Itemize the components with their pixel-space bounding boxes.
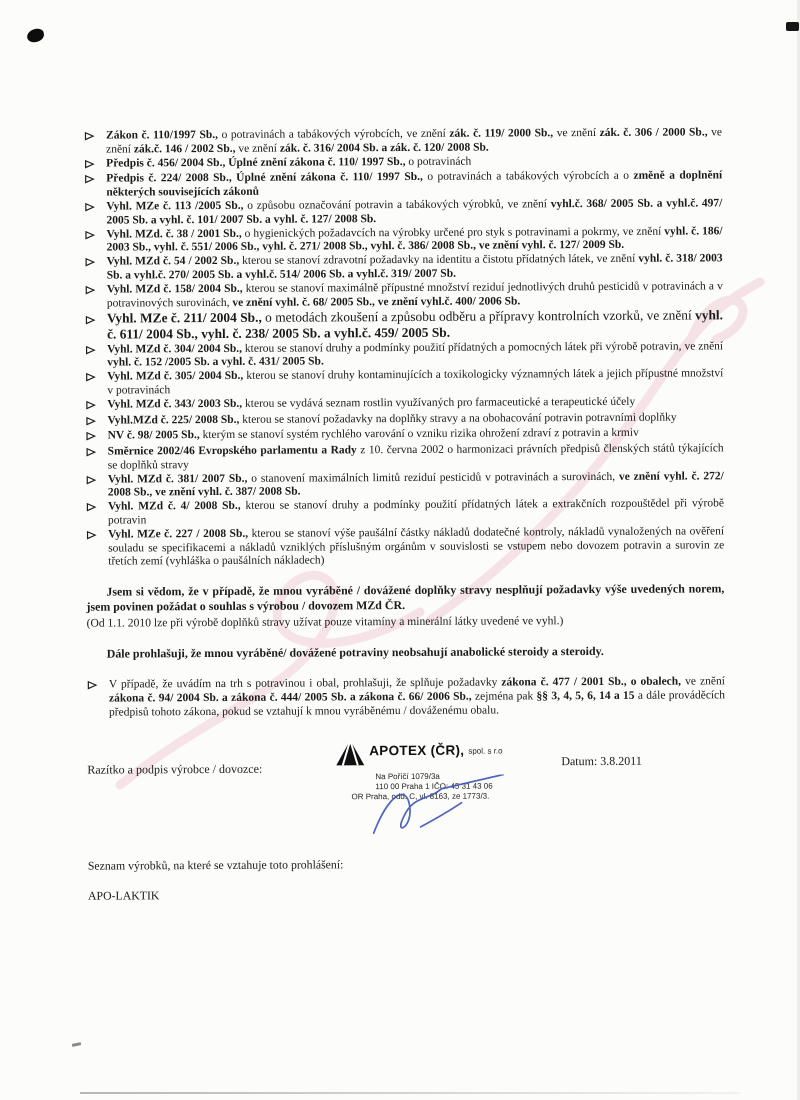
bullet-arrow-icon — [86, 528, 99, 569]
text-segment: vyhl.č. 368/ 2005 Sb. a vyhl.č. 497/ 2005 Sb. a vyhl. č. 101/ 2007 Sb. a vyhl. č. 127/ 2008 Sb. — [106, 197, 723, 227]
text-segment: kterou se stanoví zdravotní požadavky na identitu a čistotu přídatných látek, ve znění — [239, 252, 639, 268]
text-segment: o stanovení maximálních limitů reziduí pesticidů v potravinách a surovinách, — [247, 470, 619, 485]
text-segment: ve znění — [553, 126, 600, 140]
regulation-text — [107, 280, 723, 311]
text-segment: zejména pak — [471, 690, 537, 703]
text-segment: NV č. 98/ 2005 Sb., — [107, 429, 200, 442]
packaging-clause-text — [109, 676, 725, 721]
bullet-arrow-icon — [85, 398, 98, 414]
text-segment: z 10. června 2002 o harmonizaci právních předpisů členských států týkajících se doplňků stravy — [107, 442, 724, 472]
bullet-arrow-icon — [85, 371, 98, 399]
document-content — [84, 126, 726, 903]
regulation-item — [86, 442, 724, 473]
regulation-item — [85, 367, 723, 398]
text-segment: o způsobu označování potravin a tabákových výrobků, ve znění — [243, 198, 551, 212]
text-segment: vyhl. č. 318/ 2003 Sb. a vyhl.č. 270/ 2005 Sb. a vyhl.č. 514/ 2006 Sb. a vyhl.č. 319/ 2007 Sb. — [106, 252, 723, 282]
regulation-text — [107, 308, 723, 343]
stamp-address-line-1: Na Poříčí 1079/3a — [375, 771, 440, 781]
text-segment: Předpis č. 456/ 2004 Sb., Úplné znění zákona č. 110/ 1997 Sb., — [106, 155, 406, 170]
text-segment: Vyhl. MZe č. 211/ 2004 Sb., — [106, 310, 262, 326]
regulation-item — [85, 308, 723, 343]
text-segment: Vyhl. MZd č. 54 / 2002 Sb., — [106, 255, 240, 268]
apotex-logo-icon — [335, 739, 365, 771]
text-segment: §§ 3, 4, 5, 6, 14 a 15 — [536, 689, 635, 703]
text-segment: kterou se vydává seznam rostlin využívaných pro farmaceutické a terapeutické účely — [242, 395, 636, 410]
stamp-company-type: spol. s r.o — [468, 746, 503, 756]
packaging-clause — [87, 676, 725, 721]
text-segment: o potravinách a tabákových výrobcích, ve znění — [217, 127, 450, 141]
regulation-item — [86, 498, 724, 529]
text-segment: ve znění — [235, 142, 280, 155]
text-segment: zák.č. 146 / 2002 Sb., — [133, 142, 236, 156]
text-segment: kterým se stanoví systém rychlého varování o vzniku rizika ohrožení zdraví z potravin a krmiv — [199, 427, 639, 442]
regulation-item — [84, 197, 722, 228]
bullet-arrow-icon — [87, 679, 100, 720]
text-segment: ve znění vyhl. č. 272/ 2008 Sb., ve znění vyhl. č. 387/ 2008 Sb. — [107, 470, 724, 500]
text-segment: zák. č. 316/ 2004 Sb. a zák. č. 120/ 2008 Sb. — [279, 141, 489, 155]
text-segment: o metodách zkoušení a způsobu odběru a přípravy kontrolních vzorků, ve znění — [261, 307, 696, 326]
stamp-company-name: APOTEX (ČR), — [369, 742, 465, 758]
bullet-arrow-icon — [84, 157, 97, 173]
bullet-arrow-icon — [84, 228, 97, 256]
regulation-item — [85, 253, 723, 284]
bullet-arrow-icon — [86, 501, 99, 529]
regulation-text — [107, 253, 723, 284]
regulation-text — [106, 197, 722, 228]
company-stamp — [335, 738, 565, 803]
text-segment: kterou se stanoví druhy kontaminujících a toxikologicky významných látek a jejich přípustné množství v potravinách — [107, 367, 724, 397]
regulation-text — [106, 225, 722, 256]
bullet-arrow-icon — [84, 130, 97, 158]
regulation-item — [84, 126, 722, 157]
text-segment: o potravinách a tabákových výrobcích a o — [422, 170, 634, 184]
text-segment: V případě, že uvádím na trh s potravinou i obal, prohlašuji, že splňuje požadavky — [108, 676, 502, 691]
bullet-arrow-icon — [84, 173, 97, 201]
regulation-text — [108, 442, 724, 473]
text-segment: kterou se stanoví výše paušální částky nákladů dodatečné kontroly, nákladů vynaložených na ověření souladu se specifikacemi a nákladů vzniklých příslušným orgánům v souvislosti se vstupem nebo dovozem potravin a surovin ze třetích zemí (vyhláška o paušálních nákladech) — [108, 525, 725, 569]
bullet-arrow-icon — [86, 430, 99, 446]
text-segment: Vyhl. MZd č. 304/ 2004 Sb., — [107, 342, 243, 356]
regulation-text — [106, 170, 722, 201]
declaration-note: (Od 1.1. 2010 lze při výrobě doplňků stravy užívat pouze vitamíny a minerální látky uvedené ve vyhl.) — [86, 614, 564, 630]
text-segment: vyhl. č. 186/ 2003 Sb., vyhl. č. 551/ 2006 Sb., vyhl. č. 271/ 2008 Sb., vyhl. č. 386/ 2008 Sb., ve znění vyhl. č. 127/ 2009 Sb. — [106, 224, 723, 254]
text-segment: vyhl. č. 611/ 2004 Sb., vyhl. č. 238/ 2005 Sb. a vyhl.č. 459/ 2005 Sb. — [107, 307, 723, 342]
regulation-item — [84, 170, 722, 201]
text-segment: kterou se stanoví maximálně přípustné množství reziduí jednotlivých druhů pesticidů v potravinách a v potravinových surovinách, — [106, 280, 723, 310]
text-segment: kterou se stanoví druhy a podmínky použití přídatných látek a extrakčních rozpouštědel při výrobě potravin — [107, 497, 724, 527]
stamp-signature-label: Razítko a podpis výrobce / dovozce: — [87, 761, 263, 777]
text-segment: Vyhl. MZd č. 4/ 2008 Sb., — [107, 500, 241, 513]
declaration-norms: Jsem si vědom, že v případě, že mnou vyráběné / dovážené doplňky stravy nesplňují požadavky výše uvedených norem, jsem povinen požádat o souhlas s výrobou / dovozem MZd ČR. — [86, 581, 725, 614]
bullet-arrow-icon — [84, 201, 97, 229]
regulation-item — [85, 280, 723, 311]
text-segment: kterou se stanoví druhy a podmínky použití přídatných a pomocných látek při výrobě potravin, ve znění — [241, 339, 724, 355]
text-segment: Vyhl. MZd č. 305/ 2004 Sb., — [107, 369, 244, 383]
stamp-address-line-2: 110 00 Praha 1 IČO: 45 31 43 06 — [375, 781, 493, 792]
text-segment: o potravinách — [405, 155, 472, 168]
text-segment: Vyhl. MZd. č. 38 / 2001 Sb., — [106, 227, 242, 241]
text-segment: Vyhl. MZd č. 158/ 2004 Sb., — [106, 282, 243, 296]
text-segment: Směrnice 2002/46 Evropského parlamentu a Rady — [107, 444, 357, 458]
text-segment: Předpis č. 224/ 2008 Sb., Úplné znění zákona č. 110/ 1997 Sb., — [106, 171, 423, 185]
text-segment: ve znění — [106, 126, 723, 156]
bullet-arrow-icon — [85, 343, 98, 371]
text-segment: Vyhl. MZd č. 381/ 2007 Sb., — [107, 472, 248, 486]
text-segment: kterou se stanoví požadavky na doplňky stravy a na obohacování potravin potravními doplňky — [239, 411, 677, 426]
regulation-list — [84, 126, 724, 570]
text-segment: zák. č. 119/ 2000 Sb., — [449, 127, 554, 140]
bullet-arrow-icon — [85, 311, 98, 343]
declaration-steroids: Dále prohlašuji, že mnou vyráběné/ dovážené potraviny neobsahují anabolické steroidy a steroidy. — [106, 644, 604, 661]
text-segment: zák. č. 306 / 2000 Sb., — [599, 126, 708, 139]
regulation-text — [108, 525, 724, 570]
scan-artifact-dash — [72, 1042, 81, 1047]
regulation-text — [107, 340, 723, 371]
text-segment: vyhl. č. 152 /2005 Sb. a vyhl. č. 431/ 2005 Sb. — [107, 355, 324, 369]
bullet-arrow-icon — [85, 256, 98, 284]
stamp-registry-line: OR Praha, odd. C, vl. 8163, ze 1773/3. — [351, 791, 490, 802]
text-segment: zákona č. 477 / 2001 Sb., o obalech, — [501, 675, 682, 689]
regulation-text — [107, 367, 723, 398]
text-segment: změně a doplnění některých souvisejících zákonů — [106, 169, 723, 199]
bullet-arrow-icon — [85, 414, 98, 430]
regulation-item — [84, 225, 722, 256]
stamp-header — [335, 738, 565, 771]
bullet-arrow-icon — [85, 283, 98, 311]
text-segment: Vyhl. MZd č. 343/ 2003 Sb., — [107, 397, 243, 411]
bullet-arrow-icon — [86, 446, 99, 474]
scan-artifact-blot — [26, 28, 45, 43]
text-segment: a dále prováděcích předpisů tohoto zákona, pokud se vztahují k mnou vyráběnému / dováženému obalu. — [108, 689, 725, 719]
text-segment: Vyhl.MZd č. 225/ 2008 Sb., — [107, 413, 240, 427]
bullet-arrow-icon — [86, 473, 99, 501]
regulation-item — [86, 525, 724, 570]
text-segment: ve znění vyhl. č. 68/ 2005 Sb., ve znění vyhl.č. 400/ 2006 Sb. — [232, 294, 521, 309]
text-segment: Vyhl. MZe č. 113 /2005 Sb., — [106, 199, 244, 213]
text-segment: Vyhl. MZe č. 227 / 2008 Sb., — [108, 527, 249, 541]
text-segment: o hygienických požadavcích na výrobky určené pro styk s potravinami a pokrmy, ve znění — [241, 225, 665, 240]
product-list-heading: Seznam výrobků, na které se vztahuje toto prohlášení: — [87, 856, 344, 873]
scan-edge-line — [80, 1092, 740, 1094]
regulation-text — [106, 126, 722, 157]
regulation-item — [86, 470, 724, 501]
signature-block — [87, 737, 725, 832]
regulation-text — [108, 498, 724, 529]
text-segment: zákona č. 94/ 2004 Sb. a zákona č. 444/ 2005 Sb. a zákona č. 66/ 2006 Sb., — [108, 690, 472, 705]
regulation-text — [108, 470, 724, 501]
product-name: APO-LAKTIK — [87, 887, 160, 903]
regulation-item — [85, 340, 723, 371]
date-label: Datum: 3.8.2011 — [561, 753, 642, 768]
text-segment: ve znění — [681, 675, 725, 688]
text-segment: Zákon č. 110/1997 Sb., — [105, 128, 219, 142]
